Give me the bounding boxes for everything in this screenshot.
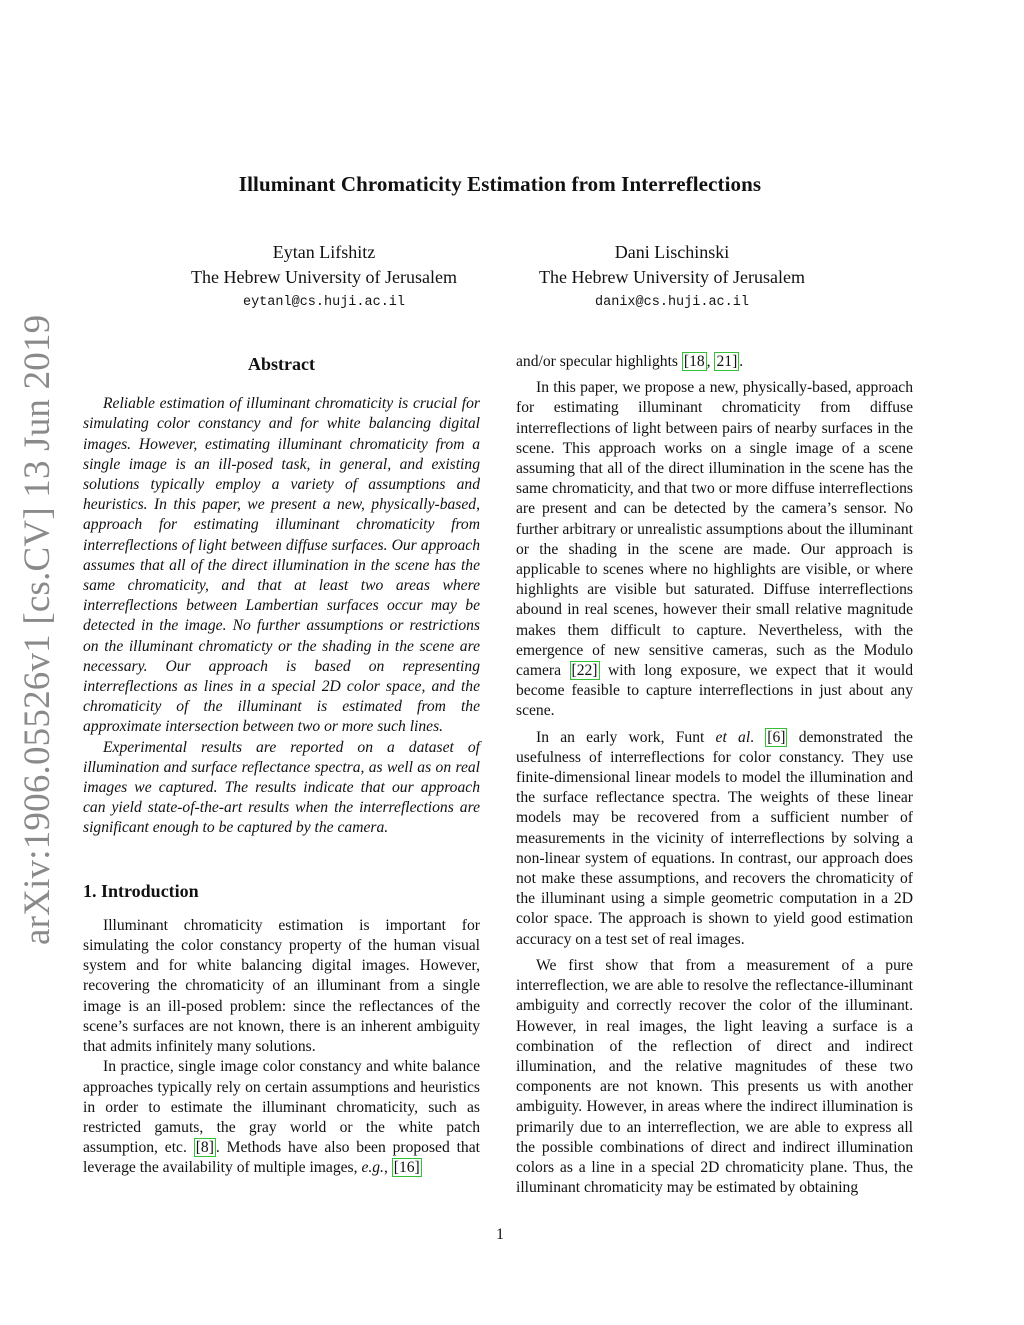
intro-paragraph: Illuminant chromaticity estimation is important for simulating the color constancy property of the human visual system and for white balancing digital images. However, recovering the chromaticity of an illuminant from a single image is an ill-posed problem: since the reflectances of the scene’s surfaces are not known, there is an inherent ambiguity that admits infinitely many solutions. <box>83 916 480 1056</box>
page-number: 1 <box>496 1226 504 1243</box>
citation-link[interactable]: [8] <box>195 1139 214 1157</box>
author-block-1 <box>144 240 504 314</box>
citation-link[interactable]: [18 <box>683 353 705 370</box>
citation-link[interactable]: [6] <box>767 728 786 746</box>
body-paragraph: In an early work, Funt et al. [6] demonstrated the usefulness of interreflections for color constancy. They use finite-dimensional linear models to model the illumination and the surface reflectance spectra. The weights of these linear models may be recovered from a sufficient number of measurements in the vicinity of interreflections by solving a non-linear system of equations. In contrast, our approach does not make these assumptions, and recovers the chromaticity of the illuminant using a simple geometric computation in a 2D color space. The approach is shown to yield good estimation accuracy on a test set of real images. <box>516 728 913 948</box>
paper-title: Illuminant Chromaticity Estimation from Interreflections <box>238 172 762 196</box>
author-email: eytanl@cs.huji.ac.il <box>242 295 406 310</box>
section-heading: 1. Introduction <box>83 880 199 901</box>
body-paragraph: In this paper, we propose a new, physically-based, approach for estimating illuminant chromaticity from diffuse interreflections of light between pairs of nearby surfaces in the scene. This approach works on a single image of a scene assuming that all of the direct illumination in the scene has the same chromaticity, and that two or more diffuse interreflections are present and can be detected by the camera’s sensor. No further arbitrary or unrealistic assumptions about the illuminant or the shading in the scene are made. Our approach is applicable to scenes where no highlights are visible, or where highlights are visible but saturated. Diffuse interreflections abound in real scenes, however their small relative magnitude makes them difficult to capture. Nevertheless, with the emergence of new sensitive cameras, such as the Modulo camera [22] with long exposure, we expect that it would become feasible to capture interreflections in just about any scene. <box>516 379 914 720</box>
abstract-body <box>83 394 480 838</box>
left-column <box>83 352 480 1179</box>
author-name: Eytan Lifshitz <box>272 242 376 262</box>
abstract-heading: Abstract <box>248 354 315 374</box>
author-affiliation: The Hebrew University of Jerusalem <box>191 267 457 287</box>
citation-link[interactable]: [22] <box>571 662 598 680</box>
intro-paragraph: In practice, single image color constancy and white balance approaches typically rely on certain assumptions and heuristics in order to estimate the illuminant chromaticity, such as restricted gamuts, the gray world or the white patch assumption, etc. [8] . Methods have also been proposed that leverage the availability of multiple images, e.g., [16] <box>83 1058 480 1177</box>
author-name: Dani Lischinski <box>614 242 730 262</box>
citation-link[interactable]: [16] <box>393 1159 420 1177</box>
right-column <box>516 352 913 1198</box>
author-email: danix@cs.huji.ac.il <box>595 295 749 310</box>
arxiv-identifier: arXiv:1906.05526v1 [cs.CV] 13 Jun 2019 <box>17 314 58 945</box>
abstract-paragraph: Experimental results are reported on a dataset of illumination and surface reflectance spectra, as well as on real images we captured. The results indicate that our approach can yield state-of-the-art results when the interreflections are significant enough to be captured by the camera. <box>83 738 480 837</box>
author-block-2 <box>492 240 852 314</box>
author-affiliation: The Hebrew University of Jerusalem <box>539 267 805 287</box>
body-paragraph: and/or specular highlights [18 , 21] . <box>516 353 744 370</box>
body-paragraph: We first show that from a measurement of a pure interreflection, we are able to resolve the reflectance-illuminant ambiguity and correctly recover the color of the illuminant. However, in real images, the light leaving a surface is a combination of the reflection of direct and indirect illumination, and the relative magnitudes of these two components are not known. This presents us with another ambiguity. However, in areas where the indirect illumination is primarily due to an interreflection, we are able to express all the possible combinations of direct and indirect illumination colors as a line in a special 2D chromaticity plane. Thus, the illuminant chromaticity may be estimated by obtaining <box>516 956 913 1197</box>
citation-link[interactable]: 21] <box>716 353 738 370</box>
abstract-paragraph: Reliable estimation of illuminant chromaticity is crucial for simulating color constancy and for white balancing digital images. However, estimating illuminant chromaticity from a single image is an ill-posed task, in general, and existing solutions typically employ a variety of assumptions and heuristics. In this paper, we present a new, physically-based, approach for estimating illuminant chromaticity from interreflections of light between diffuse surfaces. Our approach assumes that all of the direct illumination in the scene has the same chromaticity, and that at least two areas where interreflections between Lambertian surfaces occur may be detected in the image. No further assumptions or restrictions on the illuminant chromaticty or the shading in the scene are necessary. Our approach is based on representing interreflections as lines in a special 2D color space, and the chromaticity of the illuminant is estimated from the approximate intersection between two or more such lines. <box>83 395 480 736</box>
